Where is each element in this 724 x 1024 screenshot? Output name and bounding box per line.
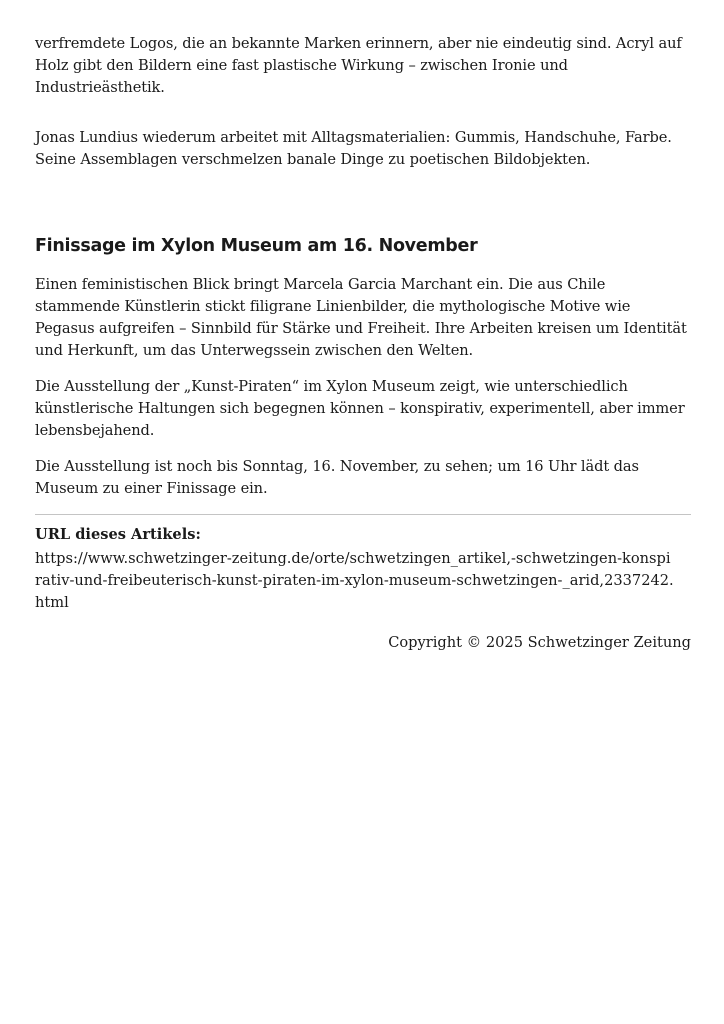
article-url[interactable]: https://www.schwetzinger-zeitung.de/orte/schwetzingen_artikel,-schwetzingen-konspirativ-und-freibeuterisch-kunst-piraten-im-xylon-museum-schwetzingen-_arid,2337242.html [35,550,674,611]
section-heading: Finissage im Xylon Museum am 16. November [35,236,478,256]
footer-divider [35,514,691,515]
article-paragraph: Die Ausstellung der „Kunst-Piraten“ im Xylon Museum zeigt, wie unterschiedlich künstlerische Haltungen sich begegnen können – konspirativ, experimentell, aber immer lebensbejahend. [35,378,685,439]
copyright-notice: Copyright © 2025 Schwetzinger Zeitung [388,634,691,651]
article-page [35,33,691,654]
article-paragraph: Die Ausstellung ist noch bis Sonntag, 16. November, zu sehen; um 16 Uhr lädt das Museum zu einer Finissage ein. [35,458,639,497]
url-label: URL dieses Artikels: [35,526,201,543]
article-paragraph: Einen feministischen Blick bringt Marcela Garcia Marchant ein. Die aus Chile stammende Künstlerin stickt filigrane Linienbilder, die mythologische Motive wie Pegasus aufgreifen – Sinnbild für Stärke und Freiheit. Ihre Arbeiten kreisen um Identität und Herkunft, um das Unterwegssein zwischen den Welten. [35,276,687,359]
article-paragraph: Jonas Lundius wiederum arbeitet mit Alltagsmaterialien: Gummis, Handschuhe, Farbe. Seine Assemblagen verschmelzen banale Dinge zu poetischen Bildobjekten. [35,129,672,168]
article-paragraph: verfremdete Logos, die an bekannte Marken erinnern, aber nie eindeutig sind. Acryl auf Holz gibt den Bildern eine fast plastische Wirkung – zwischen Ironie und Industrieästhetik. [35,35,682,96]
